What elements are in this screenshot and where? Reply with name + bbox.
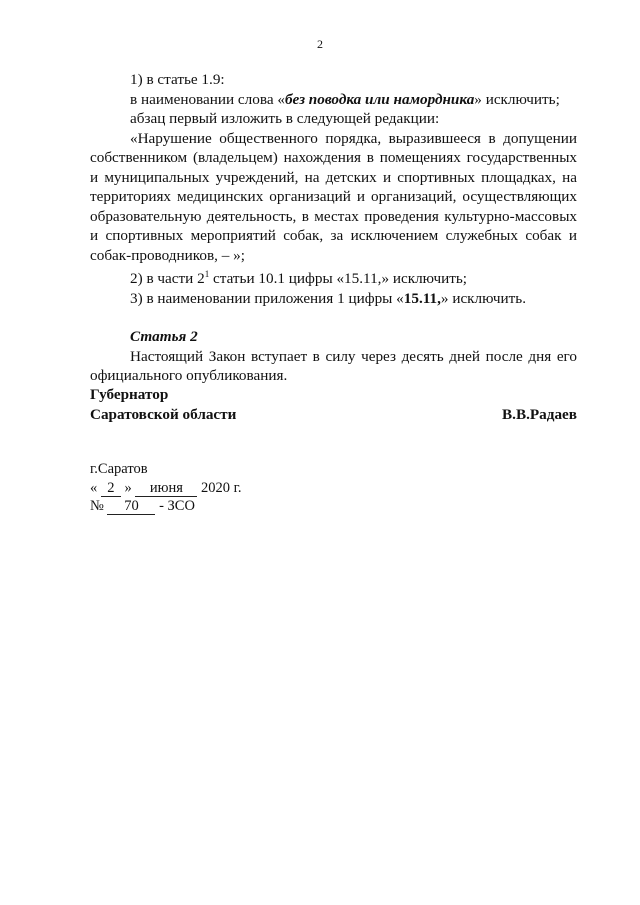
signature-name: В.В.Радаев [502,405,577,423]
document-footer [90,460,242,516]
item-3-pre: 3) в наименовании приложения 1 цифры « [130,289,404,307]
item-1-name-pre: в наименовании слова « [130,90,285,108]
document-number: 70 [107,498,155,515]
footer-number [90,497,242,516]
date-open-quote: « [90,479,98,496]
item-1-bold-phrase: без поводка или намордника [284,90,475,108]
item-1-title: 1) в статье 1.9: [130,71,225,88]
number-suffix: - ЗСО [159,498,195,514]
number-label: № [90,498,104,514]
item-2-post: статьи 10.1 цифры «15.11,» исключить; [209,270,467,288]
signature-block [90,385,577,424]
date-day: 2 [101,480,121,497]
item-3-bold: 15.11, [403,289,441,307]
signature-title-line1: Губернатор [90,386,169,403]
item-2-superscript: 1 [204,269,210,279]
article-heading: Статья 2 [130,328,198,346]
item-2-pre: 2) в части 2 [130,270,205,288]
footer-city: г.Саратов [90,461,148,477]
date-month: июня [135,480,197,497]
item-1-quoted-text: «Нарушение общественного порядка, выразившееся в допущении собственником (владельцем) нахождения в помещениях государственных и муниципальных учреждений, на детских и спортивных площадках, на территориях медицинских организаций и организаций, осуществляющих образовательную деятельность, в местах проведения культурно-массовых и спортивных мероприятий собак, за исключением служебных собак и собак-проводников, – »; [90,129,577,264]
footer-date [90,479,242,498]
item-1-name-change [90,90,577,110]
date-year: 2020 г. [201,479,242,496]
item-1-paragraph-intro: абзац первый изложить в следующей редакции: [130,110,440,127]
item-3 [90,289,577,309]
page-number: 2 [317,37,323,51]
item-3-post: » исключить. [440,289,527,307]
article-text: Настоящий Закон вступает в силу через десять дней после дня его официального опубликования. [90,347,577,385]
law-body [90,70,577,386]
item-1-name-post: » исключить; [474,90,560,108]
date-close-quote: » [124,479,132,496]
signature-title-line2: Саратовской области [90,405,237,423]
item-2 [90,265,577,289]
